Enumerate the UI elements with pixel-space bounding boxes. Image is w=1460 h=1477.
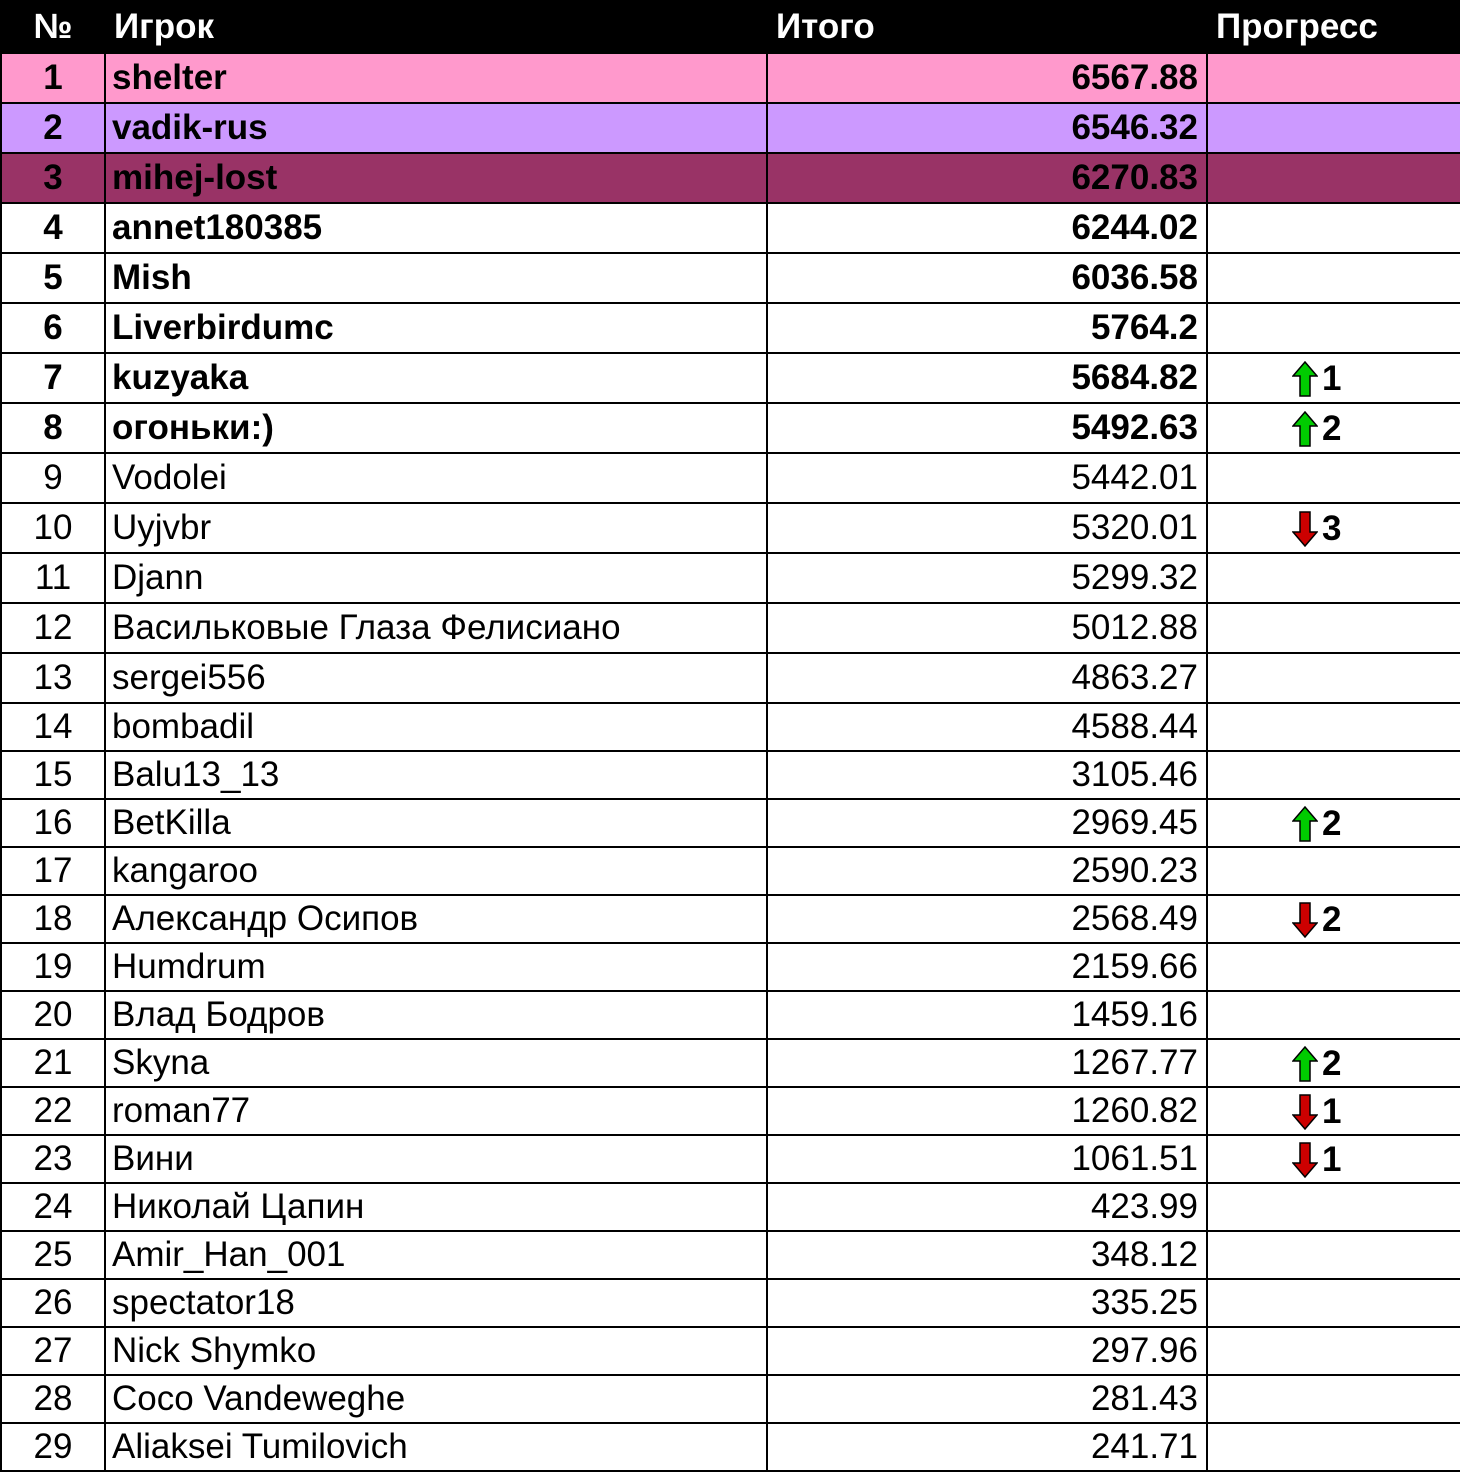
total-cell: 241.71 — [767, 1423, 1207, 1471]
player-cell: Вини — [105, 1135, 767, 1183]
table-row — [1, 253, 1460, 303]
player-cell: Amir_Han_001 — [105, 1231, 767, 1279]
total-cell: 281.43 — [767, 1375, 1207, 1423]
progress-cell — [1207, 103, 1460, 153]
player-cell: Liverbirdumc — [105, 303, 767, 353]
player-cell: roman77 — [105, 1087, 767, 1135]
rank-cell: 12 — [1, 603, 105, 653]
player-cell: shelter — [105, 53, 767, 103]
table-row — [1, 653, 1460, 703]
header-row — [1, 1, 1460, 53]
player-cell: spectator18 — [105, 1279, 767, 1327]
rank-cell: 22 — [1, 1087, 105, 1135]
arrow-down-icon — [1292, 511, 1318, 547]
player-cell: BetKilla — [105, 799, 767, 847]
table-row — [1, 203, 1460, 253]
table-row — [1, 503, 1460, 553]
rank-cell: 18 — [1, 895, 105, 943]
total-cell: 5012.88 — [767, 603, 1207, 653]
table-row — [1, 751, 1460, 799]
header-player: Игрок — [105, 1, 767, 53]
player-cell: kuzyaka — [105, 353, 767, 403]
progress-cell — [1207, 799, 1460, 847]
player-cell: Humdrum — [105, 943, 767, 991]
progress-value: 1 — [1322, 1139, 1342, 1179]
progress-value: 1 — [1322, 1091, 1342, 1131]
rank-cell: 15 — [1, 751, 105, 799]
rank-cell: 5 — [1, 253, 105, 303]
player-cell: Vodolei — [105, 453, 767, 503]
progress-cell — [1207, 1423, 1460, 1471]
progress-cell — [1207, 1087, 1460, 1135]
player-cell: kangaroo — [105, 847, 767, 895]
progress-cell — [1207, 703, 1460, 751]
progress-value: 2 — [1322, 1043, 1342, 1083]
header-total: Итого — [767, 1, 1207, 53]
total-cell: 6244.02 — [767, 203, 1207, 253]
arrow-up-icon — [1292, 806, 1318, 842]
rank-cell: 20 — [1, 991, 105, 1039]
total-cell: 5442.01 — [767, 453, 1207, 503]
rank-cell: 29 — [1, 1423, 105, 1471]
table-row — [1, 303, 1460, 353]
total-cell: 5299.32 — [767, 553, 1207, 603]
table-row — [1, 103, 1460, 153]
total-cell: 2969.45 — [767, 799, 1207, 847]
progress-cell — [1207, 653, 1460, 703]
progress-cell — [1207, 603, 1460, 653]
progress-cell — [1207, 1327, 1460, 1375]
table-row — [1, 847, 1460, 895]
progress-value: 2 — [1322, 803, 1342, 843]
rank-cell: 1 — [1, 53, 105, 103]
arrow-down-icon — [1292, 1142, 1318, 1178]
progress-cell — [1207, 403, 1460, 453]
progress-value: 2 — [1322, 899, 1342, 939]
table-row — [1, 1231, 1460, 1279]
rank-cell: 17 — [1, 847, 105, 895]
standings-body — [1, 53, 1460, 1471]
rank-cell: 7 — [1, 353, 105, 403]
table-row — [1, 153, 1460, 203]
player-cell: Skyna — [105, 1039, 767, 1087]
arrow-up-icon — [1292, 1046, 1318, 1082]
table-row — [1, 943, 1460, 991]
player-cell: Balu13_13 — [105, 751, 767, 799]
rank-cell: 10 — [1, 503, 105, 553]
rank-cell: 27 — [1, 1327, 105, 1375]
rank-cell: 16 — [1, 799, 105, 847]
player-cell: Влад Бодров — [105, 991, 767, 1039]
rank-cell: 2 — [1, 103, 105, 153]
progress-cell — [1207, 991, 1460, 1039]
rank-cell: 21 — [1, 1039, 105, 1087]
progress-cell — [1207, 847, 1460, 895]
rank-cell: 6 — [1, 303, 105, 353]
player-cell: sergei556 — [105, 653, 767, 703]
progress-cell — [1207, 751, 1460, 799]
rank-cell: 9 — [1, 453, 105, 503]
table-row — [1, 991, 1460, 1039]
total-cell: 2568.49 — [767, 895, 1207, 943]
player-cell: annet180385 — [105, 203, 767, 253]
header-num: № — [1, 1, 105, 53]
progress-value: 3 — [1322, 508, 1342, 548]
progress-cell — [1207, 203, 1460, 253]
total-cell: 335.25 — [767, 1279, 1207, 1327]
header-progress: Прогресс — [1207, 1, 1460, 53]
progress-cell — [1207, 553, 1460, 603]
progress-cell — [1207, 1231, 1460, 1279]
player-cell: Николай Цапин — [105, 1183, 767, 1231]
player-cell: Coco Vandeweghe — [105, 1375, 767, 1423]
rank-cell: 11 — [1, 553, 105, 603]
total-cell: 2159.66 — [767, 943, 1207, 991]
rank-cell: 14 — [1, 703, 105, 751]
player-cell: Александр Осипов — [105, 895, 767, 943]
rank-cell: 23 — [1, 1135, 105, 1183]
arrow-down-icon — [1292, 1094, 1318, 1130]
table-row — [1, 1327, 1460, 1375]
table-row — [1, 1087, 1460, 1135]
table-row — [1, 703, 1460, 751]
total-cell: 5684.82 — [767, 353, 1207, 403]
player-cell: bombadil — [105, 703, 767, 751]
arrow-down-icon — [1292, 902, 1318, 938]
table-row — [1, 1135, 1460, 1183]
progress-cell — [1207, 153, 1460, 203]
progress-cell — [1207, 895, 1460, 943]
total-cell: 348.12 — [767, 1231, 1207, 1279]
total-cell: 423.99 — [767, 1183, 1207, 1231]
table-row — [1, 453, 1460, 503]
total-cell: 3105.46 — [767, 751, 1207, 799]
rank-cell: 3 — [1, 153, 105, 203]
rank-cell: 19 — [1, 943, 105, 991]
player-cell: Васильковые Глаза Фелисиано — [105, 603, 767, 653]
arrow-up-icon — [1292, 361, 1318, 397]
progress-cell — [1207, 943, 1460, 991]
progress-cell — [1207, 1375, 1460, 1423]
total-cell: 6036.58 — [767, 253, 1207, 303]
player-cell: Aliaksei Tumilovich — [105, 1423, 767, 1471]
rank-cell: 24 — [1, 1183, 105, 1231]
table-row — [1, 403, 1460, 453]
rank-cell: 13 — [1, 653, 105, 703]
table-row — [1, 553, 1460, 603]
rank-cell: 8 — [1, 403, 105, 453]
progress-cell — [1207, 253, 1460, 303]
total-cell: 1267.77 — [767, 1039, 1207, 1087]
table-row — [1, 1279, 1460, 1327]
progress-cell — [1207, 53, 1460, 103]
progress-cell — [1207, 353, 1460, 403]
total-cell: 6546.32 — [767, 103, 1207, 153]
total-cell: 1061.51 — [767, 1135, 1207, 1183]
progress-cell — [1207, 1183, 1460, 1231]
player-cell: vadik-rus — [105, 103, 767, 153]
table-row — [1, 603, 1460, 653]
progress-value: 1 — [1322, 358, 1342, 398]
table-row — [1, 1423, 1460, 1471]
total-cell: 6270.83 — [767, 153, 1207, 203]
table-row — [1, 1039, 1460, 1087]
total-cell: 2590.23 — [767, 847, 1207, 895]
rank-cell: 28 — [1, 1375, 105, 1423]
progress-cell — [1207, 303, 1460, 353]
table-row — [1, 1375, 1460, 1423]
rank-cell: 26 — [1, 1279, 105, 1327]
progress-cell — [1207, 1135, 1460, 1183]
table-row — [1, 895, 1460, 943]
total-cell: 297.96 — [767, 1327, 1207, 1375]
table-row — [1, 1183, 1460, 1231]
player-cell: огоньки:) — [105, 403, 767, 453]
player-cell: Uyjvbr — [105, 503, 767, 553]
total-cell: 4588.44 — [767, 703, 1207, 751]
rank-cell: 4 — [1, 203, 105, 253]
arrow-up-icon — [1292, 411, 1318, 447]
table-row — [1, 353, 1460, 403]
player-cell: mihej-lost — [105, 153, 767, 203]
total-cell: 1260.82 — [767, 1087, 1207, 1135]
progress-cell — [1207, 453, 1460, 503]
progress-cell — [1207, 503, 1460, 553]
total-cell: 1459.16 — [767, 991, 1207, 1039]
player-cell: Djann — [105, 553, 767, 603]
table-row — [1, 799, 1460, 847]
total-cell: 5492.63 — [767, 403, 1207, 453]
total-cell: 4863.27 — [767, 653, 1207, 703]
total-cell: 5764.2 — [767, 303, 1207, 353]
progress-cell — [1207, 1039, 1460, 1087]
total-cell: 5320.01 — [767, 503, 1207, 553]
table-row — [1, 53, 1460, 103]
progress-cell — [1207, 1279, 1460, 1327]
player-cell: Mish — [105, 253, 767, 303]
progress-value: 2 — [1322, 408, 1342, 448]
player-cell: Nick Shymko — [105, 1327, 767, 1375]
rank-cell: 25 — [1, 1231, 105, 1279]
total-cell: 6567.88 — [767, 53, 1207, 103]
